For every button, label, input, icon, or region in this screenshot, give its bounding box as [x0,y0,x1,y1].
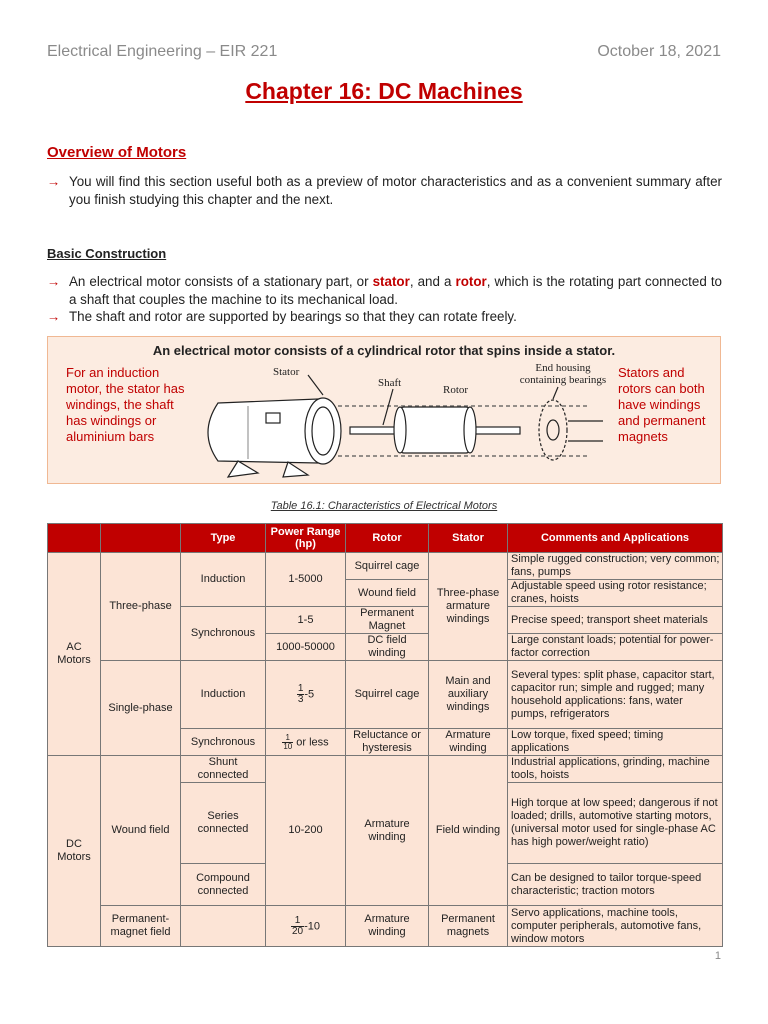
cell-shunt: Shunt connected [181,756,266,783]
cell-stator: Three-phase armature windings [429,553,508,661]
fraction [291,916,304,937]
cell-rotor: Armature winding [346,756,429,906]
header-cell: Stator [429,524,508,553]
table-row [48,553,723,580]
table-row [48,756,723,783]
text-run: , and a [409,274,456,289]
cell-compound: Compound connected [181,864,266,906]
figure-note-left: For an induction motor, the stator has windings, the shaft has windings or aluminium bars [66,365,185,444]
cell-power [266,729,346,756]
cell-three-phase: Three-phase [101,553,181,661]
cell-comment: Servo applications, machine tools, computer peripherals, automotive fans, window motors [508,906,723,947]
cell-power [266,661,346,729]
bullet-text: The shaft and rotor are supported by bearings so that they can rotate freely. [69,309,517,324]
section-heading-construction: Basic Construction [47,246,167,261]
section-heading-overview: Overview of Motors [47,144,187,161]
cell-series: Series connected [181,783,266,864]
figure-note-right: Stators and rotors can both have windings and permanent magnets [618,365,706,444]
arrow-icon: → [47,309,61,324]
cell-comment: Industrial applications, grinding, machine tools, hoists [508,756,723,783]
cell-stator: Field winding [429,756,508,906]
header-cell: Comments and Applications [508,524,723,553]
cell-rotor: Armature winding [346,906,429,947]
header-cell [101,524,181,553]
cell-power: 1-5000 [266,553,346,607]
power-suffix: -10 [304,919,321,932]
table-header-row [48,524,723,553]
cell-synchronous: Synchronous [181,729,266,756]
table-row [48,906,723,947]
fraction-numerator: 1 [291,916,304,927]
cell-comment: Adjustable speed using rotor resistance; cranes, hoists [508,580,723,607]
header-cell [48,524,101,553]
stator-term: stator [372,274,410,289]
fraction-numerator: 1 [297,683,304,694]
power-suffix: -5 [304,688,315,701]
cell-synchronous: Synchronous [181,607,266,661]
table-row [48,661,723,729]
bullet-text [69,273,722,309]
bullet-overview [47,173,722,209]
cell-power: 10-200 [266,756,346,906]
cell-rotor: DC field winding [346,634,429,661]
fraction-denominator: 10 [283,741,293,751]
label-end-housing-2: containing bearings [519,374,607,386]
arrow-icon: → [47,274,61,289]
motor-characteristics-table [47,523,723,947]
header-cell: Type [181,524,266,553]
cell-power [266,906,346,947]
header-cell: Rotor [346,524,429,553]
fraction-denominator: 3 [297,694,304,705]
cell-power: 1-5 [266,607,346,634]
label-rotor: Rotor [443,384,469,396]
bullet-construction-1 [47,273,722,309]
cell-ac-motors: AC Motors [48,553,101,756]
cell-rotor: Wound field [346,580,429,607]
table-caption: Table 16.1: Characteristics of Electrical Motors [270,500,498,512]
cell-comment: Simple rugged construction; very common; fans, pumps [508,553,723,580]
cell-rotor: Squirrel cage [346,661,429,729]
cell-dc-motors: DC Motors [48,756,101,947]
page-title: Chapter 16: DC Machines [245,78,523,104]
cell-pm-field: Permanent-magnet field [101,906,181,947]
cell-comment: Low torque, fixed speed; timing applications [508,729,723,756]
cell-power: 1000-50000 [266,634,346,661]
bullet-text: You will find this section useful both as a preview of motor characteristics and as a convenient summary after you finish studying this chapter and the next. [69,174,722,207]
header-date: October 18, 2021 [597,43,721,60]
figure-caption: An electrical motor consists of a cylindrical rotor that spins inside a stator. [152,343,616,358]
power-suffix: or less [293,735,329,748]
cell-rotor: Squirrel cage [346,553,429,580]
motor-figure [47,336,721,484]
cell-empty [181,906,266,947]
label-stator: Stator [273,366,300,378]
header-course: Electrical Engineering – EIR 221 [47,43,278,60]
fraction-numerator: 1 [282,734,293,743]
rotor-term: rotor [455,274,487,289]
cell-stator: Main and auxiliary windings [429,661,508,729]
cell-stator: Armature winding [429,729,508,756]
page-number: 1 [714,950,721,962]
cell-induction: Induction [181,553,266,607]
label-end-housing-1: End housing [535,362,591,374]
text-run: , which is the rotating part connected to a shaft that couples the machine to its mechanical load. [69,274,723,307]
cell-wound-field: Wound field [101,756,181,906]
cell-single-phase: Single-phase [101,661,181,756]
cell-stator: Permanent magnets [429,906,508,947]
arrow-icon: → [47,174,61,189]
cell-rotor: Permanent Magnet [346,607,429,634]
cell-induction: Induction [181,661,266,729]
cell-comment: Large constant loads; potential for power-factor correction [508,634,723,661]
cell-comment: Several types: split phase, capacitor start, capacitor run; simple and rugged; many household applications: fans, water pumps, refrigerators [508,661,723,729]
label-shaft: Shaft [378,377,402,389]
cell-comment: Precise speed; transport sheet materials [508,607,723,634]
cell-comment: High torque at low speed; dangerous if not loaded; drills, automotive starting motors, (universal motor used for single-phase AC has high power/weight ratio) [508,783,723,864]
cell-comment: Can be designed to tailor torque-speed characteristic; traction motors [508,864,723,906]
bullet-construction-2 [47,308,722,326]
fraction-denominator: 20 [291,925,304,937]
text-run: An electrical motor consists of a stationary part, or [69,274,373,289]
cell-rotor: Reluctance or hysteresis [346,729,429,756]
header-cell: Power Range (hp) [266,524,346,553]
fraction [282,734,293,751]
motor-diagram [178,361,618,481]
